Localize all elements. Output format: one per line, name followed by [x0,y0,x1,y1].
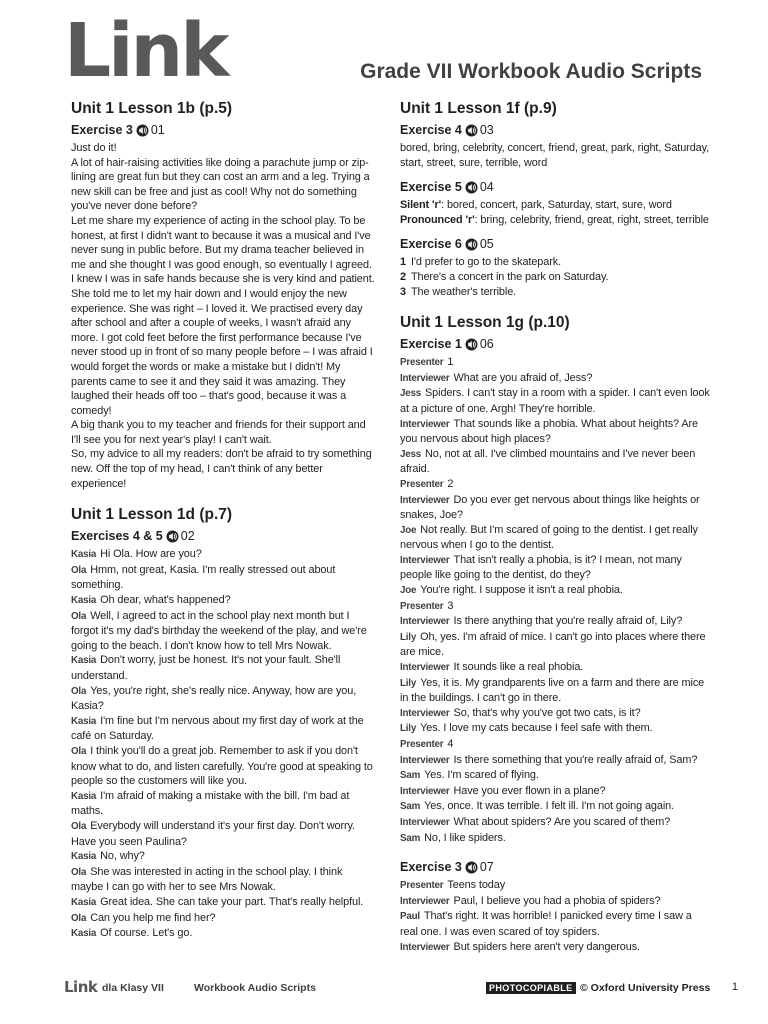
speaker-name: Interviewer [400,616,450,628]
page-title: Grade VII Workbook Audio Scripts [360,60,702,83]
paragraph: So, my advice to all my readers: don't be afraid to try something new. Off the top of my head, I can't think of any better experience! [71,448,372,490]
exercise-label: Exercise 4 [400,123,462,137]
right-column [400,99,710,955]
dialogue-text: Oh, yes. I'm afraid of mice. I can't go into places where there are mice. [400,630,706,659]
dialogue-line [400,940,710,956]
footer-logo: Link [64,978,98,996]
pronounced-r-words: : bring, celebrity, friend, great, right, street, terrible [474,213,709,226]
audio-track-icon [166,530,180,543]
dialogue [400,878,710,955]
dialogue-text: Yes, once. It was terrible. I felt ill. I'm not going again. [424,800,675,813]
exercise-heading [71,527,376,545]
dialogue-line [71,653,376,683]
dialogue-line [71,789,376,819]
dialogue-line [400,768,710,784]
exercise-label: Exercise 3 [400,860,462,875]
dialogue-line [400,614,710,630]
exercise-heading [400,335,710,353]
footer-subtitle: dla Klasy VII [102,982,164,994]
lesson-title: Unit 1 Lesson 1d (p.7) [71,506,233,524]
dialogue-text: It sounds like a real phobia. [453,661,584,674]
speaker-name: Interviewer [400,418,450,430]
speaker-name: Ola [71,820,87,832]
speaker-name: Interviewer [400,816,450,828]
dialogue-text: Everybody will understand it's your first day. Don't worry. Have you seen Paulina? [71,819,355,848]
dialogue-line [400,815,710,831]
dialogue-text: Have you ever flown in a plane? [453,784,606,797]
page-footer [64,980,738,998]
speaker-name: Ola [71,912,87,924]
paragraph: Just do it! [71,142,117,154]
speaker-name: Ola [71,745,87,757]
exercise-heading [400,121,710,139]
dialogue-line [400,831,710,847]
item-text: The weather's terrible. [410,285,517,298]
dialogue-line [400,371,710,387]
speaker-name: Lily [400,631,417,643]
speaker-name: Kasia [71,851,97,863]
silent-r-words: : bored, concert, park, Saturday, start, sure, word [441,199,672,212]
dialogue-text: Of course. Let's go. [100,927,193,940]
speaker-name: Lily [400,677,417,689]
dialogue-line [71,609,376,654]
copyright: © Oxford University Press [580,982,711,994]
dialogue-line [71,895,376,911]
dialogue-text: I think you'll do a great job. Remember to ask if you don't know what to do, and listen carefully. You're good at speaking to people so the customers will like you. [71,744,373,788]
audio-track-icon [465,124,479,137]
dialogue-text: Paul, I believe you had a phobia of spiders? [453,894,661,907]
lesson-title: Unit 1 Lesson 1f (p.9) [400,100,557,117]
dialogue-line [400,523,710,553]
dialogue-line [71,926,376,942]
speaker-name: Ola [71,610,87,622]
speaker-name: Sam [400,801,421,813]
track-number: 07 [479,860,494,875]
exercise-heading [71,121,376,139]
dialogue-text: 3 [447,599,454,612]
dialogue-text: No, I like spiders. [424,831,506,844]
speaker-name: Presenter [400,880,444,892]
dialogue-text: Can you help me find her? [90,911,216,924]
dialogue-text: I'm fine but I'm nervous about my first day of work at the café on Saturday. [71,714,364,743]
dialogue-line [71,684,376,714]
dialogue-text: So, that's why you've got two cats, is it? [453,706,641,719]
dialogue-line [400,721,710,737]
dialogue-line [400,894,710,910]
link-logo: Link [64,8,227,94]
dialogue-line [71,849,376,865]
dialogue-text: Hi Ola. How are you? [100,548,202,561]
dialogue-line [400,493,710,523]
dialogue-text: Teens today [447,879,506,892]
dialogue-text: No, why? [100,850,145,863]
paragraph: A big thank you to my teacher and friends for their support and I'll see you for next year's play! I can't wait. [71,419,366,446]
item-number: 2 [400,270,406,283]
dialogue-text: She was interested in acting in the school play. I think maybe I can go with her to see Mrs Nowak. [71,865,343,894]
speaker-name: Presenter [400,478,444,490]
speaker-name: Joe [400,585,417,597]
item-text: I'd prefer to go to the skatepark. [410,256,561,269]
speaker-name: Interviewer [400,494,450,506]
dialogue-text: That sounds like a phobia. What about heights? Are you nervous about high places? [400,417,698,446]
dialogue-text: What about spiders? Are you scared of them? [453,815,671,828]
dialogue-line [400,583,710,599]
dialogue-line [400,676,710,706]
speaker-name: Jess [400,388,421,400]
speaker-name: Presenter [400,600,444,612]
lesson-title: Unit 1 Lesson 1g (p.10) [400,314,570,332]
speaker-name: Kasia [71,595,97,607]
speaker-name: Kasia [71,549,97,561]
speaker-name: Interviewer [400,785,450,797]
dialogue-line [400,706,710,722]
dialogue-line [400,553,710,583]
numbered-list [400,255,710,299]
dialogue-text: Yes, you're right, she's really nice. Anyway, how are you, Kasia? [71,684,357,713]
dialogue-line [71,744,376,789]
item-text: There's a concert in the park on Saturday. [410,270,609,283]
dialogue-line [71,819,376,849]
dialogue-text: 1 [447,356,454,369]
item-number: 1 [400,256,406,269]
exercise-label: Exercise 6 [400,237,462,252]
speaker-name: Lily [400,723,417,735]
dialogue-text: I'm afraid of making a mistake with the bill. I'm bad at maths. [71,789,350,818]
audio-track-icon [465,861,479,874]
list-item [400,285,710,300]
dialogue-text: Great idea. She can take your part. That's really helpful. [100,895,364,908]
speaker-name: Ola [71,866,87,878]
dialogue-text: But spiders here aren't very dangerous. [453,940,640,953]
dialogue [400,355,710,846]
speaker-name: Kasia [71,896,97,908]
speaker-name: Jess [400,448,421,460]
item-number: 3 [400,285,406,298]
exercise-label: Exercise 3 [71,123,133,137]
speaker-name: Kasia [71,928,97,940]
speaker-name: Interviewer [400,554,450,566]
speaker-name: Interviewer [400,372,450,384]
dialogue-text: Yes. I'm scared of flying. [424,769,539,782]
pronounced-r-line [400,213,710,228]
dialogue-line [400,737,710,753]
paragraph: Let me share my experience of acting in the school play. To be honest, at first I didn't want to because it was a musical and I've never sung in public before. But my drama teacher believed in me and she thought I was good enough, so eventually I agreed. I knew I was in safe hands because she is very kind and patient. She told me to let my hair down and I would enjoy the new experience. She was right – I loved it. We practised every day after school and after a couple of weeks, I wasn't afraid any more. I got cold feet before the first performance because I've never stood up in front of so many people before – I was afraid I would forget the words or make a mistake but I didn't! My parents came to see it and they said it was amazing. They laughed their heads off too – that's good, because it was a comedy! [71,214,375,417]
track-number: 05 [479,237,494,252]
exercise-label: Exercise 5 [400,180,462,195]
exercise-label: Exercise 1 [400,337,462,352]
speaker-name: Interviewer [400,707,450,719]
speaker-name: Interviewer [400,895,450,907]
exercise-label: Exercises 4 & 5 [71,529,163,544]
photocopiable-badge: PHOTOCOPIABLE [486,982,576,994]
dialogue-line [400,447,710,477]
track-number: 01 [150,123,165,137]
track-number: 04 [479,180,494,195]
dialogue-line [71,865,376,895]
dialogue-line [400,878,710,894]
list-item [400,255,710,270]
dialogue-text: Not really. But I'm scared of going to the dentist. I get really nervous when I go to the dentist. [400,523,698,552]
exercise-heading [400,178,710,196]
dialogue-line [71,593,376,609]
dialogue-text: Yes. I love my cats because I feel safe with them. [420,722,653,735]
dialogue-text: Yes, it is. My grandparents live on a farm and there are mice in the buildings. I can't go in there. [400,676,705,705]
audio-track-icon [465,338,479,351]
exercise-heading [400,858,710,876]
word-list: bored, bring, celebrity, concert, friend, great, park, right, Saturday, start, street, sure, terrible, word [400,142,710,169]
audio-track-icon [465,181,479,194]
dialogue-line [400,386,710,416]
dialogue-text: You're right. I suppose it isn't a real phobia. [420,584,623,597]
silent-r-label: Silent 'r' [400,199,442,212]
dialogue-text: Is there something that you're really afraid of, Sam? [453,753,698,766]
dialogue-text: Do you ever get nervous about things like heights or snakes, Joe? [400,493,700,522]
dialogue-line [400,799,710,815]
lesson-title: Unit 1 Lesson 1b (p.5) [71,100,233,117]
exercise-heading [400,235,710,253]
dialogue-line [400,909,710,939]
dialogue-line [400,753,710,769]
paragraph: A lot of hair-raising activities like doing a parachute jump or zip-lining are great fun but they can cost an arm and a leg. Trying a new skill can be free and just as cool! Why not do something you've never done before? [71,156,370,213]
dialogue-line [400,417,710,447]
dialogue-line [400,355,710,371]
dialogue-text: Spiders. I can't stay in a room with a spider. I can't even look at a picture of one. Argh! They're horrible. [400,387,710,415]
dialogue-text: 2 [447,477,454,490]
dialogue-line [400,630,710,660]
audio-track-icon [136,124,150,137]
dialogue-line [71,563,376,593]
dialogue-text: Oh dear, what's happened? [100,594,231,607]
dialogue-line [400,477,710,493]
track-number: 02 [180,529,195,544]
dialogue-text: That isn't really a phobia, is it? I mean, not many people like going to the dentist, do they? [400,553,682,582]
speaker-name: Presenter [400,357,444,369]
speaker-name: Joe [400,524,417,536]
silent-r-line [400,198,710,213]
left-column [71,99,376,942]
dialogue-line [400,784,710,800]
dialogue-line [400,660,710,676]
dialogue-text: That's right. It was horrible! I panicked every time I saw a real one. I was even scared of toy spiders. [400,910,692,938]
dialogue-line [71,911,376,927]
dialogue-line [71,714,376,744]
speaker-name: Paul [400,911,420,923]
list-item [400,270,710,285]
speaker-name: Kasia [71,790,97,802]
dialogue-text: Well, I agreed to act in the school play next month but I forgot it's my dad's birthday the weekend of the play, and we're going to the beach. I don't know how to tell Mrs Nowak. [71,609,367,652]
audio-track-icon [465,238,479,251]
speaker-name: Ola [71,685,87,697]
dialogue-text: What are you afraid of, Jess? [453,371,593,384]
page-number: 1 [731,981,738,993]
speaker-name: Interviewer [400,662,450,674]
speaker-name: Kasia [71,715,97,727]
dialogue [71,547,376,941]
track-number: 03 [479,123,494,137]
speaker-name: Sam [400,832,421,844]
dialogue-text: Hmm, not great, Kasia. I'm really stressed out about something. [71,563,336,592]
track-number: 06 [479,337,494,352]
speaker-name: Sam [400,770,421,782]
dialogue-line [400,599,710,615]
dialogue-line [71,547,376,563]
dialogue-text: Don't worry, just be honest. It's not your fault. She'll understand. [71,654,341,682]
dialogue-text: No, not at all. I've climbed mountains and I've never been afraid. [400,447,696,476]
speaker-name: Interviewer [400,754,450,766]
dialogue-text: Is there anything that you're really afraid of, Lily? [453,615,683,628]
dialogue-text: 4 [447,738,454,750]
speaker-name: Presenter [400,739,444,750]
speaker-name: Ola [71,564,87,576]
pronounced-r-label: Pronounced 'r' [400,213,475,226]
speaker-name: Interviewer [400,941,450,953]
speaker-name: Kasia [71,655,97,667]
footer-section: Workbook Audio Scripts [194,982,316,994]
